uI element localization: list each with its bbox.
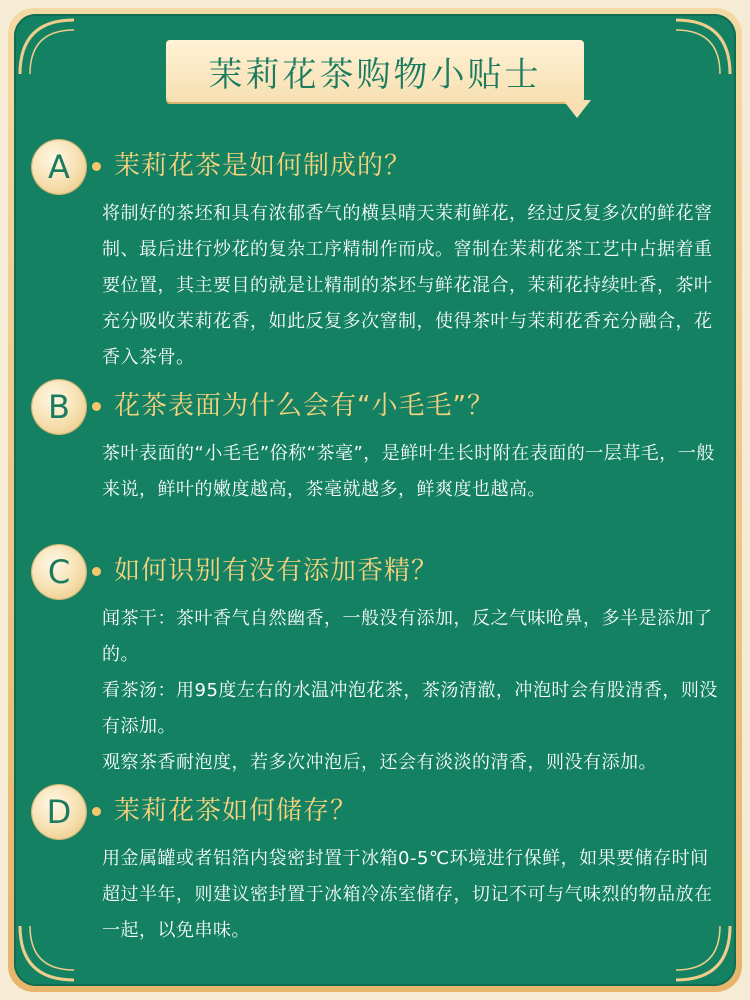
- page-title: 茉莉花茶购物小贴士: [208, 54, 542, 95]
- section-b: [30, 380, 720, 508]
- section-c: [30, 545, 720, 781]
- answer-body: [30, 841, 720, 949]
- letter-badge: D: [32, 785, 86, 839]
- corner-ornament-icon: [14, 14, 134, 134]
- title-banner: [166, 40, 584, 102]
- question-row: [30, 545, 720, 601]
- question-row: [30, 785, 720, 841]
- answer-body: [30, 196, 720, 376]
- question-heading: 如何识别有没有添加香精？: [114, 556, 439, 586]
- section-a: [30, 140, 720, 376]
- answer-paragraph: 观察茶香耐泡度，若多次冲泡后，还会有淡淡的清香，则没有添加。: [102, 752, 657, 773]
- answer-paragraph: 茶叶表面的“小毛毛”俗称“茶毫”，是鲜叶生长时附在表面的一层茸毛，一般来说，鲜叶的嫩度越高，茶毫就越多，鲜爽度也越高。: [102, 443, 715, 500]
- answer-body: [30, 601, 720, 781]
- answer-paragraph: 闻茶干：茶叶香气自然幽香，一般没有添加，反之气味呛鼻，多半是添加了的。: [102, 608, 713, 665]
- answer-paragraph: 将制好的茶坯和具有浓郁香气的横县晴天茉莉鲜花，经过反复多次的鲜花窨制、最后进行炒花的复杂工序精制作而成。窨制在茉莉花茶工艺中占据着重要位置，其主要目的就是让精制的茶坯与鲜花混合，茉莉花持续吐香，茶叶充分吸收茉莉花香，如此反复多次窨制，使得茶叶与茉莉花香充分融合，花香入茶骨。: [102, 203, 713, 368]
- letter-badge: C: [32, 545, 86, 599]
- letter-badge: B: [32, 380, 86, 434]
- section-d: [30, 785, 720, 949]
- letter-badge: A: [32, 140, 86, 194]
- corner-ornament-icon: [616, 14, 736, 134]
- bullet-dot-icon: [92, 807, 101, 816]
- bullet-dot-icon: [92, 567, 101, 576]
- question-heading: 花茶表面为什么会有“小毛毛”？: [114, 391, 494, 421]
- question-row: [30, 380, 720, 436]
- title-banner-tail: [563, 100, 591, 118]
- bullet-dot-icon: [92, 402, 101, 411]
- question-heading: 茉莉花茶如何储存？: [114, 796, 358, 826]
- question-row: [30, 140, 720, 196]
- answer-paragraph: 用金属罐或者铝箔内袋密封置于冰箱0-5℃环境进行保鲜，如果要储存时间超过半年，则建议密封置于冰箱冷冻室储存，切记不可与气味烈的物品放在一起，以免串味。: [102, 848, 713, 941]
- answer-body: [30, 436, 720, 508]
- question-heading: 茉莉花茶是如何制成的？: [114, 151, 412, 181]
- bullet-dot-icon: [92, 162, 101, 171]
- answer-paragraph: 看茶汤：用95度左右的水温冲泡花茶，茶汤清澈，冲泡时会有股清香，则没有添加。: [102, 680, 718, 737]
